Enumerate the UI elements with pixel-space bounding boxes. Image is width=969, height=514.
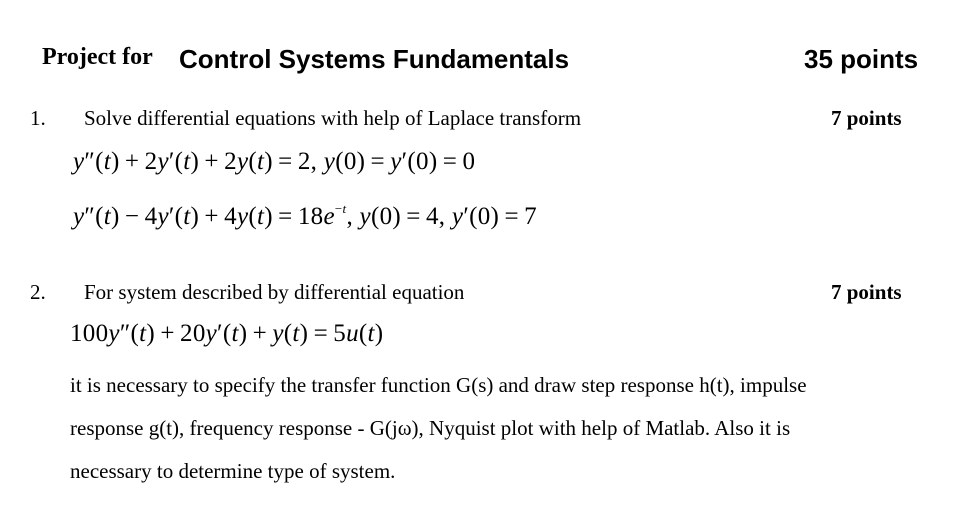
problem-2-text: For system described by differential equation: [84, 280, 465, 304]
paragraph-line-1: it is necessary to specify the transfer function G(s) and draw step response h(t), impulse: [70, 373, 807, 397]
equation-2-source: $y''(t) - 4y'(t) + 4y(t) = 18e^{-t}$, y(0) = 4, y′(0) = 7: [73, 201, 537, 230]
title-prefix: Project for: [42, 44, 153, 70]
equation-1-source: y″(t) + 2y′(t) + 2y(t) = 2, y(0) = y′(0) = 0: [73, 148, 476, 175]
problem-1-points: 7 points: [831, 106, 902, 130]
paragraph-line-3: necessary to determine type of system.: [70, 459, 396, 483]
paragraph-line-2: response g(t), frequency response - G(jω), Nyquist plot with help of Matlab. Also it is: [70, 416, 791, 440]
problem-2-points: 7 points: [831, 280, 902, 304]
problem-1-equation-2: [73, 203, 537, 231]
total-points: 35 points: [804, 44, 919, 74]
problem-1-equation-1: [73, 148, 475, 176]
problem-1-text: Solve differential equations with help of Laplace transform: [84, 106, 582, 130]
problem-2-number: 2.: [30, 280, 46, 304]
course-title: Control Systems Fundamentals: [179, 44, 570, 74]
problem-2-equation: [70, 320, 383, 348]
problem-1-number: 1.: [30, 106, 46, 130]
equation-3-source: 100y″(t) + 20y′(t) + y(t) = 5u(t): [70, 320, 384, 347]
